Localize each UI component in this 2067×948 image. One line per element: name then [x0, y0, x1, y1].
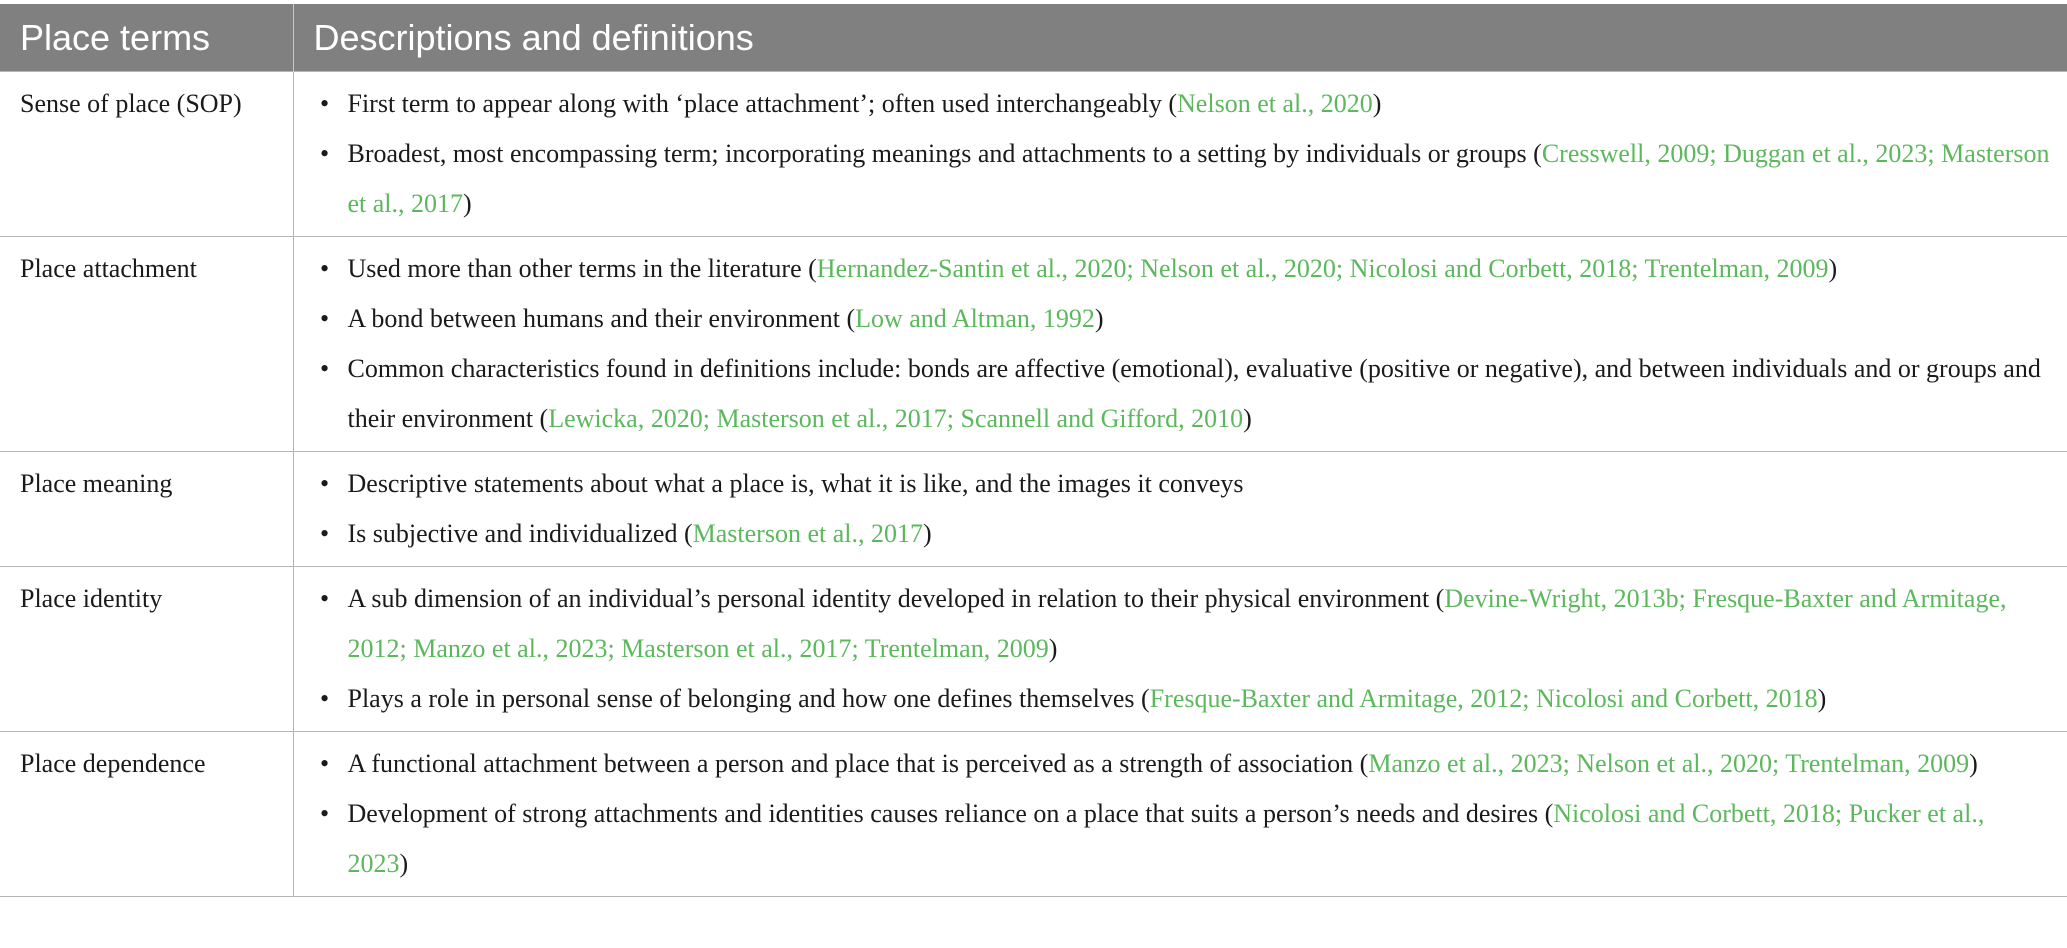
closing-paren: )	[1817, 684, 1827, 713]
bullet-icon: •	[319, 89, 330, 118]
place-terms-table	[0, 4, 2067, 897]
header-row	[0, 4, 2067, 72]
header-place-terms: Place terms	[0, 4, 293, 72]
citation-link[interactable]: Fresque-Baxter and Armitage, 2012; Nicolosi and Corbett, 2018	[1149, 684, 1818, 713]
description-cell	[293, 452, 2067, 567]
description-item	[319, 739, 2052, 789]
description-list	[294, 574, 2052, 724]
place-term-cell: Sense of place (SOP)	[0, 72, 293, 237]
closing-paren: )	[1048, 634, 1058, 663]
description-text: A functional attachment between a person and place that is perceived as a strength of association (	[347, 749, 1369, 778]
description-item	[319, 344, 2052, 444]
closing-paren: )	[1969, 749, 1978, 778]
bullet-icon: •	[319, 469, 330, 498]
description-text: Development of strong attachments and identities causes reliance on a place that suits a person’s needs and desires (	[347, 799, 1554, 828]
citation-link[interactable]: Nelson et al., 2020	[1177, 89, 1373, 118]
citation-link[interactable]: Cresswell, 2009; Duggan et al., 2023; Masterson et al., 2017	[347, 139, 2050, 218]
bullet-icon: •	[319, 799, 330, 828]
table-body	[0, 72, 2067, 897]
description-text: Common characteristics found in definitions include: bonds are affective (emotional), evaluative (positive or negative), and between individuals and or groups and their environment (	[347, 354, 2041, 433]
bullet-icon: •	[319, 254, 330, 283]
bullet-icon: •	[319, 304, 330, 333]
description-item	[319, 509, 2052, 559]
closing-paren: )	[1243, 404, 1252, 433]
bullet-icon: •	[319, 684, 330, 713]
closing-paren: )	[1372, 89, 1382, 118]
bullet-icon: •	[319, 584, 330, 613]
closing-paren: )	[463, 189, 472, 218]
citation-link[interactable]: Lewicka, 2020; Masterson et al., 2017; Scannell and Gifford, 2010	[548, 404, 1244, 433]
place-term-cell: Place meaning	[0, 452, 293, 567]
closing-paren: )	[399, 849, 409, 878]
table-row	[0, 237, 2067, 452]
description-list	[294, 739, 2052, 889]
citation-link[interactable]: Manzo et al., 2023; Nelson et al., 2020; Trentelman, 2009	[1368, 749, 1970, 778]
description-text: Descriptive statements about what a place is, what it is like, and the images it conveys	[347, 469, 1244, 498]
table-row	[0, 567, 2067, 732]
bullet-icon: •	[319, 139, 330, 168]
description-list	[294, 244, 2052, 444]
citation-link[interactable]: Hernandez-Santin et al., 2020; Nelson et al., 2020; Nicolosi and Corbett, 2018; Trentelman, 2009	[816, 254, 1829, 283]
closing-paren: )	[1094, 304, 1104, 333]
header-descriptions: Descriptions and definitions	[293, 4, 2067, 72]
description-cell	[293, 237, 2067, 452]
place-term-cell: Place dependence	[0, 732, 293, 897]
closing-paren: )	[922, 519, 932, 548]
place-term-cell: Place identity	[0, 567, 293, 732]
description-list	[294, 459, 2052, 559]
citation-link[interactable]: Nicolosi and Corbett, 2018; Pucker et al., 2023	[347, 799, 1985, 878]
bullet-icon: •	[319, 749, 330, 778]
description-text: First term to appear along with ‘place attachment’; often used interchangeably (	[347, 89, 1178, 118]
description-item	[319, 574, 2052, 674]
definitions-table-container	[0, 4, 2067, 897]
citation-link[interactable]: Devine-Wright, 2013b; Fresque-Baxter and Armitage, 2012; Manzo et al., 2023; Masterson et al., 2017; Trentelman, 2009	[347, 584, 2007, 663]
table-header	[0, 4, 2067, 72]
description-text: Broadest, most encompassing term; incorporating meanings and attachments to a setting by individuals or groups (	[347, 139, 1542, 168]
description-item	[319, 244, 2052, 294]
citation-link[interactable]: Masterson et al., 2017	[692, 519, 923, 548]
description-text: A bond between humans and their environment (	[347, 304, 856, 333]
closing-paren: )	[1828, 254, 1838, 283]
description-text: Plays a role in personal sense of belonging and how one defines themselves (	[347, 684, 1150, 713]
citation-link[interactable]: Low and Altman, 1992	[855, 304, 1095, 333]
bullet-icon: •	[319, 519, 330, 548]
description-item	[319, 459, 2052, 509]
table-row	[0, 732, 2067, 897]
description-text: A sub dimension of an individual’s personal identity developed in relation to their physical environment (	[347, 584, 1445, 613]
description-item	[319, 789, 2052, 889]
table-row	[0, 452, 2067, 567]
description-cell	[293, 732, 2067, 897]
description-text: Used more than other terms in the literature (	[347, 254, 817, 283]
description-cell	[293, 72, 2067, 237]
bullet-icon: •	[319, 354, 330, 383]
description-item	[319, 294, 2052, 344]
description-list	[294, 79, 2052, 229]
description-item	[319, 674, 2052, 724]
description-item	[319, 129, 2052, 229]
place-term-cell: Place attachment	[0, 237, 293, 452]
table-row	[0, 72, 2067, 237]
description-cell	[293, 567, 2067, 732]
description-text: Is subjective and individualized (	[347, 519, 693, 548]
description-item	[319, 79, 2052, 129]
